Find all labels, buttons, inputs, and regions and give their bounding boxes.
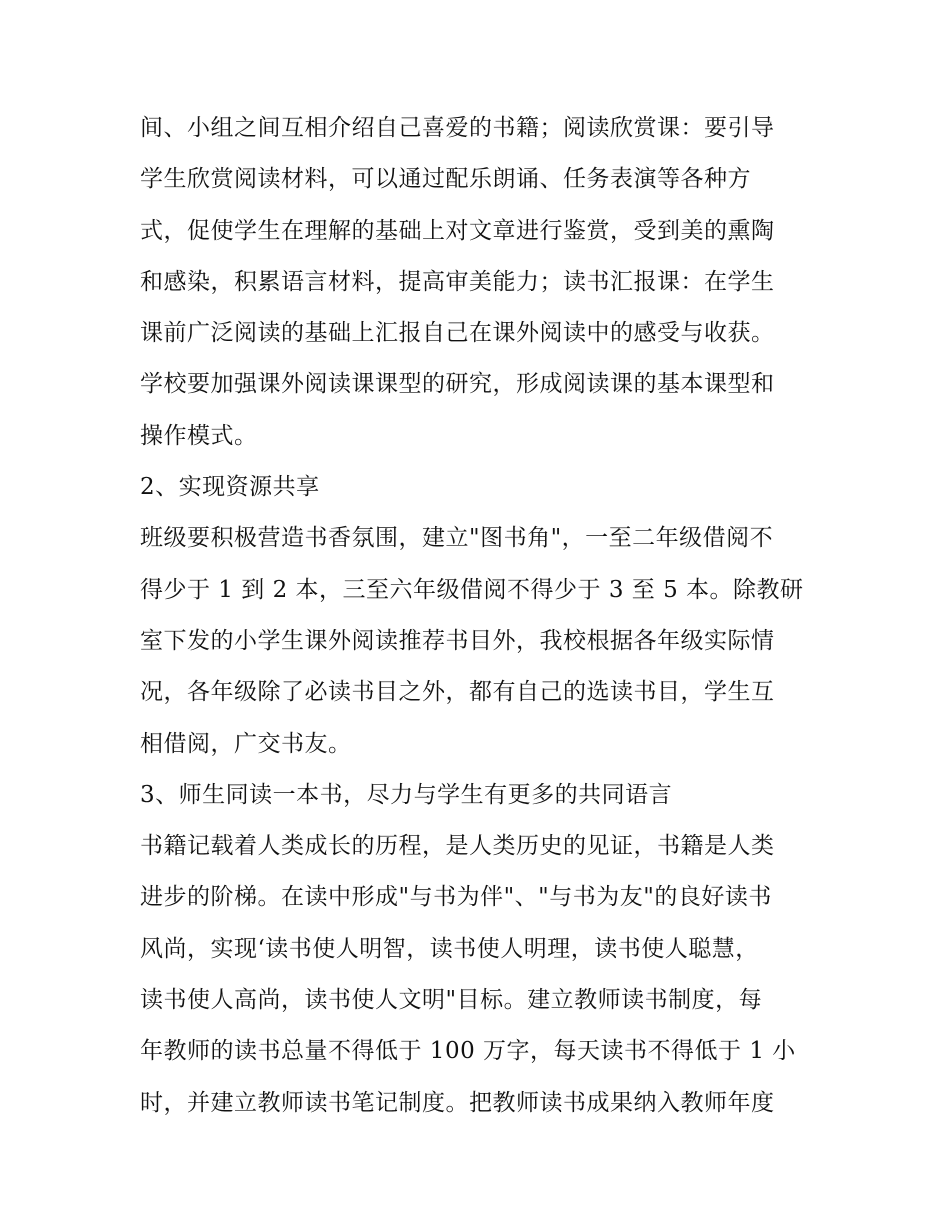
text-line: 操作模式。: [140, 422, 258, 449]
text-line: 年教师的读书总量不得低于 100 万字，每天读书不得低于 1 小: [140, 1038, 796, 1065]
text-line: 课前广泛阅读的基础上汇报自己在课外阅读中的感受与收获。: [140, 320, 775, 347]
text-line: 读书使人高尚，读书使人文明"目标。建立教师读书制度，每: [140, 987, 763, 1014]
section-heading: 3、师生同读一本书，尽力与学生有更多的共同语言: [140, 781, 673, 808]
text-line: 相借阅，广交书友。: [140, 730, 352, 757]
text-line: 室下发的小学生课外阅读推荐书目外，我校根据各年级实际情: [140, 627, 775, 654]
text-line: 况，各年级除了必读书目之外，都有自己的选读书目，学生互: [140, 679, 775, 706]
text-line: 得少于 1 到 2 本，三至六年级借阅不得少于 3 至 5 本。除教研: [140, 576, 804, 603]
text-line: 学生欣赏阅读材料，可以通过配乐朗诵、任务表演等各种方: [140, 166, 751, 193]
text-line: 书籍记载着人类成长的历程，是人类历史的见证，书籍是人类: [140, 833, 775, 860]
text-line: 进步的阶梯。在读中形成"与书为伴"、"与书为友"的良好读书: [140, 884, 772, 911]
section-heading: 2、实现资源共享: [140, 474, 320, 501]
text-line: 式，促使学生在理解的基础上对文章进行鉴赏，受到美的熏陶: [140, 217, 775, 244]
text-line: 学校要加强课外阅读课课型的研究，形成阅读课的基本课型和: [140, 371, 775, 398]
document-body: [140, 103, 812, 1129]
text-line: 风尚，实现‘读书使人明智，读书使人明理，读书使人聪慧，: [140, 935, 759, 962]
text-line: 和感染，积累语言材料，提高审美能力；读书汇报课：在学生: [140, 268, 775, 295]
text-line: 时，并建立教师读书笔记制度。把教师读书成果纳入教师年度: [140, 1089, 775, 1116]
text-line: 间、小组之间互相介绍自己喜爱的书籍；阅读欣赏课：要引导: [140, 115, 775, 141]
text-line: 班级要积极营造书香氛围，建立"图书角"，一至二年级借阅不: [140, 525, 774, 552]
